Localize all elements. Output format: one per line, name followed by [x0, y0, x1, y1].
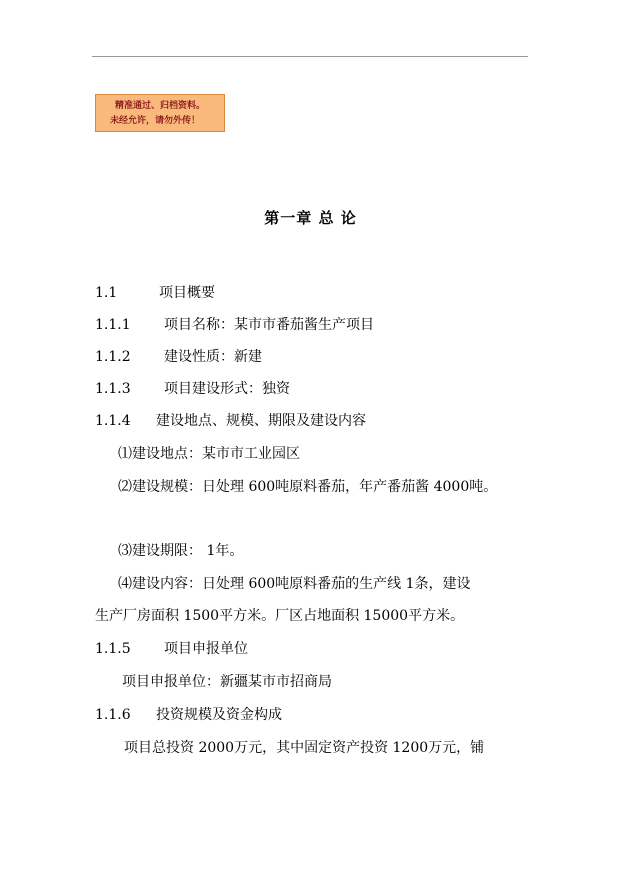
list-item-location: ⑴建设地点：某市市工业园区 [118, 446, 300, 462]
header-rule [92, 56, 528, 57]
section-number: 1.1.6 [95, 707, 131, 723]
section-heading-1-1-3 [95, 380, 290, 398]
list-item-scale: ⑵建设规模：日处理 600吨原料番茄，年产番茄酱 4000吨。 [118, 479, 498, 495]
section-number: 1.1.1 [95, 317, 131, 333]
list-item-content-continued: 生产厂房面积 1500平方米。厂区占地面积 15000平方米。 [95, 608, 465, 624]
section-heading-1-1 [95, 284, 215, 302]
list-item-content: ⑷建设内容：日处理 600吨原料番茄的生产线 1条，建设 [118, 576, 471, 592]
list-item-duration: ⑶建设期限： 1年。 [118, 543, 244, 559]
section-text: 项目建设形式：独资 [164, 381, 290, 397]
section-text: 建设地点、规模、期限及建设内容 [156, 413, 366, 429]
stamp-line-1: 精准通过、归档资料。 [115, 101, 206, 111]
section-text: 项目名称：某市市番茄酱生产项目 [164, 317, 374, 333]
section-number: 1.1.4 [95, 413, 131, 429]
section-text: 投资规模及资金构成 [156, 707, 282, 723]
section-heading-1-1-1 [95, 316, 374, 334]
section-text: 建设性质：新建 [164, 349, 262, 365]
section-number: 1.1 [95, 285, 118, 301]
watermark-stamp [95, 94, 225, 132]
section-heading-1-1-2 [95, 348, 262, 366]
section-heading-1-1-6 [95, 706, 282, 724]
section-number: 1.1.3 [95, 381, 131, 397]
section-text: 项目概要 [159, 285, 215, 301]
section-number: 1.1.5 [95, 641, 131, 657]
section-number: 1.1.2 [95, 349, 131, 365]
applicant-paragraph: 项目申报单位：新疆某市市招商局 [122, 674, 332, 690]
section-text: 项目申报单位 [164, 641, 248, 657]
chapter-title: 第一章 总 论 [264, 209, 357, 227]
investment-paragraph: 项目总投资 2000万元，其中固定资产投资 1200万元，铺 [124, 740, 485, 756]
stamp-line-2: 未经允许，请勿外传！ [110, 116, 201, 126]
section-heading-1-1-5 [95, 640, 248, 658]
section-heading-1-1-4 [95, 412, 366, 430]
